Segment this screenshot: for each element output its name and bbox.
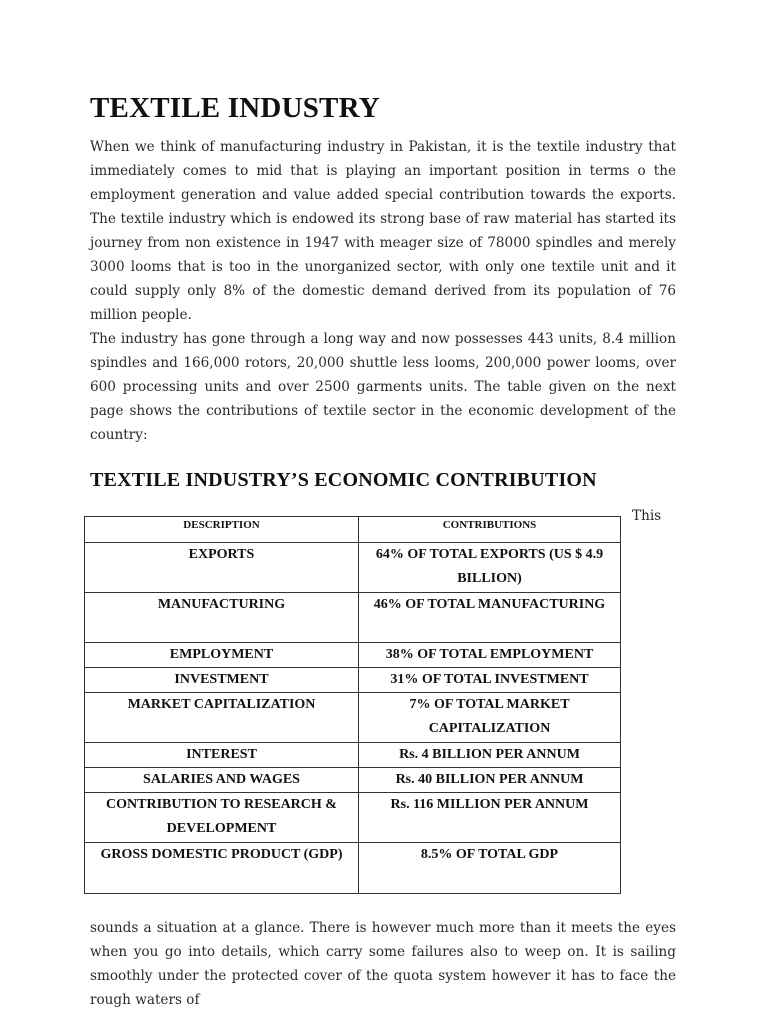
- side-note: This: [632, 508, 662, 524]
- row-contribution: Rs. 40 BILLION PER ANNUM: [359, 768, 621, 793]
- table-row: [85, 768, 621, 793]
- section-title: TEXTILE INDUSTRY’S ECONOMIC CONTRIBUTION: [90, 469, 597, 491]
- row-contribution: 38% OF TOTAL EMPLOYMENT: [359, 643, 621, 668]
- industry-paragraph: The industry has gone through a long way and now possesses 443 units, 8.4 million spindles and 166,000 rotors, 20,000 shuttle less looms, 200,000 power looms, over 600 processing units and over 2500 garments units. The table given on the next page shows the contributions of textile sector in the economic development of the country:: [90, 331, 676, 443]
- row-contribution: 7% OF TOTAL MARKET CAPITALIZATION: [359, 693, 621, 743]
- row-contribution: 31% OF TOTAL INVESTMENT: [359, 668, 621, 693]
- table-row: [85, 693, 621, 743]
- contribution-table-wrapper: [90, 508, 676, 894]
- table-row: [85, 543, 621, 593]
- row-description: SALARIES AND WAGES: [85, 768, 359, 793]
- row-contribution: Rs. 4 BILLION PER ANNUM: [359, 743, 621, 768]
- row-contribution: 64% OF TOTAL EXPORTS (US $ 4.9 BILLION): [359, 543, 621, 593]
- row-description: MARKET CAPITALIZATION: [85, 693, 359, 743]
- header-description: DESCRIPTION: [85, 517, 359, 543]
- row-description: CONTRIBUTION TO RESEARCH & DEVELOPMENT: [85, 793, 359, 843]
- table-row: [85, 643, 621, 668]
- row-description: MANUFACTURING: [85, 593, 359, 643]
- closing-paragraph: sounds a situation at a glance. There is however much more than it meets the eyes when you go into details, which carry some failures also to weep on. It is sailing smoothly under the protected cover of the quota system however it has to face the rough waters of: [90, 920, 676, 1008]
- row-contribution: Rs. 116 MILLION PER ANNUM: [359, 793, 621, 843]
- table-row: [85, 843, 621, 894]
- intro-paragraph: When we think of manufacturing industry in Pakistan, it is the textile industry that immediately comes to mid that is playing an important position in terms o the employment generation and value added special contribution towards the exports. The textile industry which is endowed its strong base of raw material has started its journey from non existence in 1947 with meager size of 78000 spindles and merely 3000 looms that is too in the unorganized sector, with only one textile unit and it could supply only 8% of the domestic demand derived from its population of 76 million people.: [90, 139, 676, 323]
- row-description: EXPORTS: [85, 543, 359, 593]
- row-contribution: 46% OF TOTAL MANUFACTURING: [359, 593, 621, 643]
- document-page: [90, 92, 676, 1012]
- table-row: [85, 743, 621, 768]
- contribution-table: [84, 516, 621, 894]
- header-contributions: CONTRIBUTIONS: [359, 517, 621, 543]
- row-contribution: 8.5% OF TOTAL GDP: [359, 843, 621, 894]
- table-row: [85, 793, 621, 843]
- row-description: EMPLOYMENT: [85, 643, 359, 668]
- row-description: GROSS DOMESTIC PRODUCT (GDP): [85, 843, 359, 894]
- row-description: INVESTMENT: [85, 668, 359, 693]
- row-description: INTEREST: [85, 743, 359, 768]
- table-header-row: [85, 517, 621, 543]
- table-row: [85, 593, 621, 643]
- page-title: TEXTILE INDUSTRY: [90, 92, 380, 124]
- table-row: [85, 668, 621, 693]
